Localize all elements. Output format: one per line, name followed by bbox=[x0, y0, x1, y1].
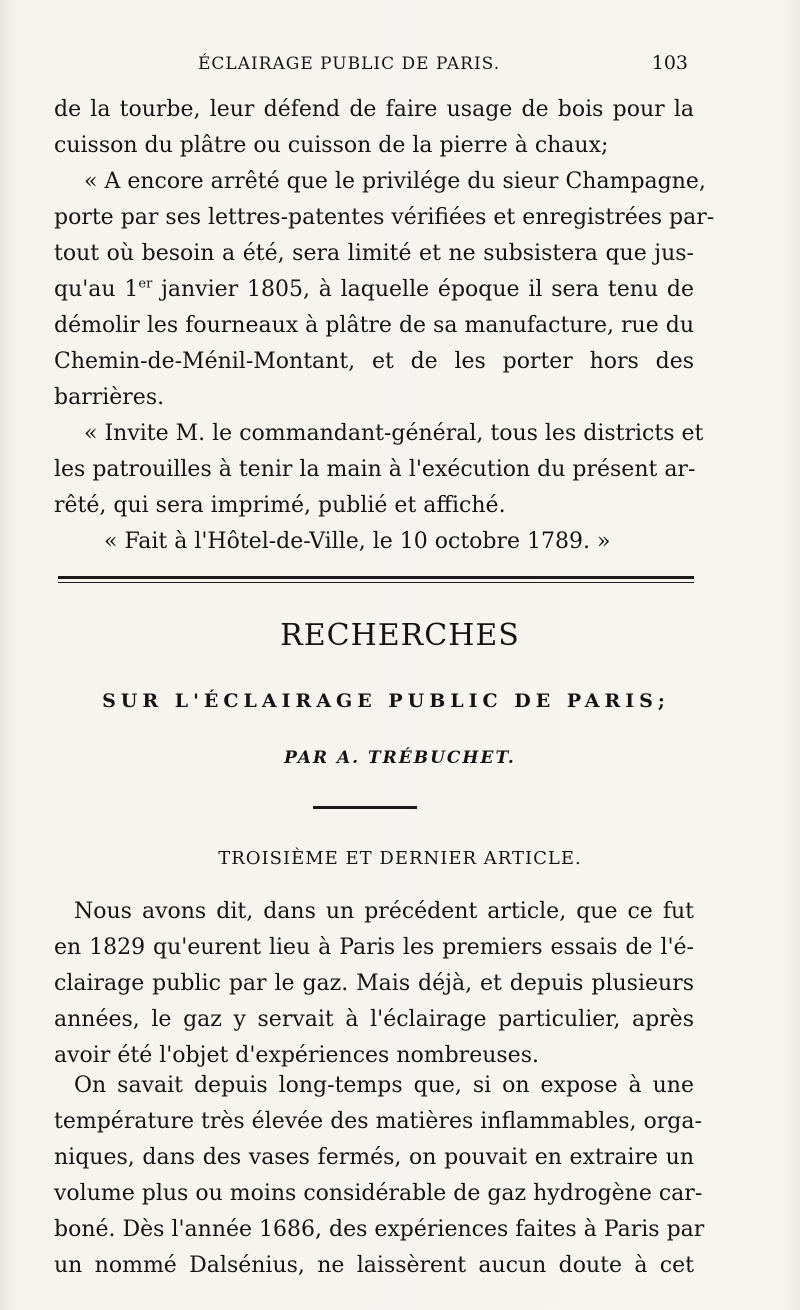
article-heading: TROISIÈME ET DERNIER ARTICLE. bbox=[218, 848, 582, 869]
text-line-date bbox=[54, 272, 694, 308]
divider-thin-line bbox=[58, 582, 694, 583]
text-line: Chemin-de-Ménil-Montant, et de les porter hors des bbox=[54, 349, 694, 374]
text-line: volume plus ou moins considérable de gaz hydrogène car- bbox=[54, 1181, 703, 1206]
paragraph-fait bbox=[54, 524, 694, 560]
paragraph-on-savait bbox=[54, 1068, 705, 1284]
paragraph-nous-avons-dit bbox=[54, 894, 694, 1074]
text-line: démolir les fourneaux à plâtre de sa manufacture, rue du bbox=[54, 313, 694, 338]
superscript: er bbox=[138, 276, 153, 292]
text-fragment: janvier 1805, à laquelle époque il sera tenu de bbox=[152, 277, 695, 302]
text-line: tout où besoin a été, sera limité et ne subsistera que jus- bbox=[54, 241, 694, 266]
text-line: boné. Dès l'année 1686, des expériences faites à Paris par bbox=[54, 1217, 705, 1242]
section-title: RECHERCHES bbox=[280, 618, 520, 653]
text-line: un nommé Dalsénius, ne laissèrent aucun doute à cet bbox=[54, 1253, 694, 1278]
paragraph-tourbe bbox=[54, 92, 694, 164]
text-fragment: qu'au 1 bbox=[54, 277, 139, 302]
text-line: porte par ses lettres-patentes vérifiées et enregistrées par- bbox=[54, 205, 715, 230]
text-line: de la tourbe, leur défend de faire usage de bois pour la bbox=[54, 97, 694, 122]
text-line: barrières. bbox=[54, 385, 165, 410]
page-number: 103 bbox=[651, 52, 688, 74]
text-line: avoir été l'objet d'expériences nombreuses. bbox=[54, 1043, 539, 1068]
page-header bbox=[58, 52, 694, 82]
section-divider bbox=[58, 576, 694, 583]
text-line: en 1829 qu'eurent lieu à Paris les premiers essais de l'é- bbox=[54, 935, 694, 960]
text-line: cuisson du plâtre ou cuisson de la pierre à chaux; bbox=[54, 133, 609, 158]
running-head: ÉCLAIRAGE PUBLIC DE PARIS. bbox=[198, 54, 501, 74]
author-byline: PAR A. TRÉBUCHET. bbox=[284, 748, 516, 768]
text-line: années, le gaz y servait à l'éclairage particulier, après bbox=[54, 1007, 694, 1032]
text-line: On savait depuis long-temps que, si on expose à une bbox=[74, 1073, 694, 1098]
short-divider bbox=[313, 806, 417, 809]
text-line: les patrouilles à tenir la main à l'exécution du présent ar- bbox=[54, 457, 696, 482]
text-line: clairage public par le gaz. Mais déjà, et depuis plusieurs bbox=[54, 971, 694, 996]
text-line: rêté, qui sera imprimé, publié et affiché. bbox=[54, 493, 506, 518]
text-line: « A encore arrêté que le privilége du sieur Champagne, bbox=[84, 169, 706, 194]
section-subtitle: SUR L'ÉCLAIRAGE PUBLIC DE PARIS; bbox=[102, 690, 670, 712]
paragraph-invite bbox=[54, 416, 704, 524]
paragraph-privilege bbox=[54, 164, 715, 416]
text-line: « Fait à l'Hôtel-de-Ville, le 10 octobre 1789. » bbox=[104, 529, 611, 554]
divider-thick-line bbox=[58, 576, 694, 579]
text-line: Nous avons dit, dans un précédent article, que ce fut bbox=[74, 899, 694, 924]
text-line: température très élevée des matières inflammables, orga- bbox=[54, 1109, 702, 1134]
text-line: « Invite M. le commandant-général, tous les districts et bbox=[84, 421, 704, 446]
text-line: niques, dans des vases fermés, on pouvait en extraire un bbox=[54, 1145, 694, 1170]
